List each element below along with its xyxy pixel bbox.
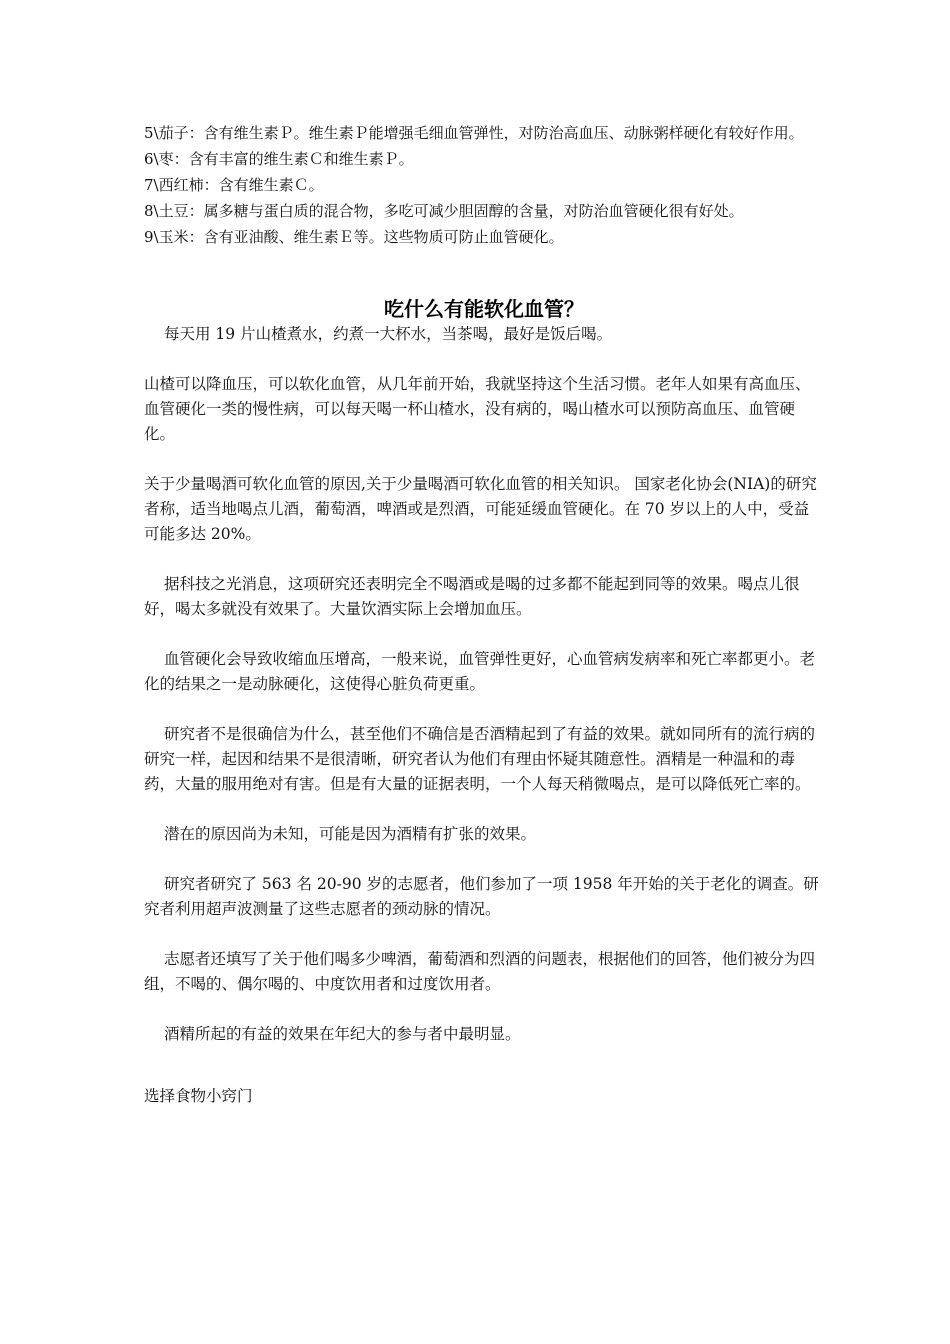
food-list [144, 120, 824, 250]
list-item: 5\茄子：含有维生素Ｐ。维生素Ｐ能增强毛细血管弹性，对防治高血压、动脉粥样硬化有较好作用。 [144, 124, 804, 142]
paragraph: 研究者不是很确信为什么，甚至他们不确信是否酒精起到了有益的效果。就如同所有的流行病的研究一样，起因和结果不是很清晰，研究者认为他们有理由怀疑其随意性。酒精是一种温和的毒药，大量的服用绝对有害。但是有大量的证据表明，一个人每天稍微喝点，是可以降低死亡率的。 [144, 725, 816, 793]
list-item: 6\枣：含有丰富的维生素Ｃ和维生素Ｐ。 [144, 150, 414, 168]
list-item: 9\玉米：含有亚油酸、维生素Ｅ等。这些物质可防止血管硬化。 [144, 228, 564, 246]
paragraph: 酒精所起的有益的效果在年纪大的参与者中最明显。 [164, 1025, 521, 1043]
footer-heading: 选择食物小窍门 [144, 1087, 253, 1105]
paragraph: 每天用 19 片山楂煮水，约煮一大杯水，当茶喝，最好是饭后喝。 [164, 325, 613, 343]
paragraph: 潜在的原因尚为未知，可能是因为酒精有扩张的效果。 [164, 825, 537, 843]
document-page [144, 120, 824, 1125]
section-heading: 吃什么有能软化血管？ [384, 297, 584, 321]
list-item: 7\西红柿：含有维生素Ｃ。 [144, 176, 324, 194]
paragraph: 血管硬化会导致收缩血压增高，一般来说，血管弹性更好，心血管病发病率和死亡率都更小。老化的结果之一是动脉硬化，这使得心脏负荷更重。 [144, 650, 816, 693]
paragraph: 关于少量喝酒可软化血管的原因,关于少量喝酒可软化血管的相关知识。 国家老化协会(NIA)的研究者称，适当地喝点儿酒，葡萄酒，啤酒或是烈酒，可能延缓血管硬化。在 70 岁以上的人中，受益可能多达 20%。 [144, 475, 817, 543]
paragraph: 研究者研究了 563 名 20-90 岁的志愿者，他们参加了一项 1958 年开始的关于老化的调查。研究者利用超声波测量了这些志愿者的颈动脉的情况。 [144, 875, 819, 918]
paragraph: 志愿者还填写了关于他们喝多少啤酒，葡萄酒和烈酒的问题表，根据他们的回答，他们被分为四组，不喝的、偶尔喝的、中度饮用者和过度饮用者。 [144, 950, 816, 993]
list-item: 8\土豆：属多糖与蛋白质的混合物，多吃可减少胆固醇的含量，对防治血管硬化很有好处。 [144, 202, 744, 220]
paragraph: 山楂可以降血压，可以软化血管，从几年前开始，我就坚持这个生活习惯。老年人如果有高血压、血管硬化一类的慢性病，可以每天喝一杯山楂水，没有病的，喝山楂水可以预防高血压、血管硬化。 [144, 375, 811, 443]
paragraph: 据科技之光消息，这项研究还表明完全不喝酒或是喝的过多都不能起到同等的效果。喝点儿很好，喝太多就没有效果了。大量饮酒实际上会增加血压。 [144, 575, 800, 618]
